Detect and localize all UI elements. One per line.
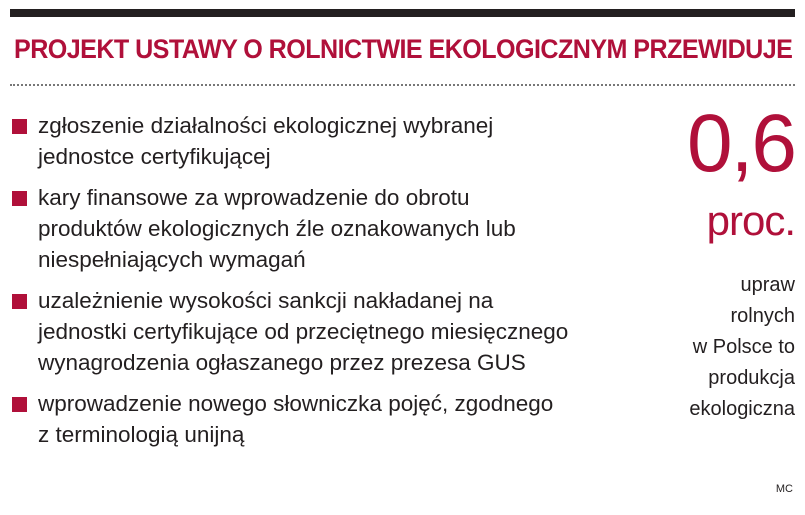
list-item xyxy=(12,388,652,450)
list-item-line: zgłoszenie działalności ekologicznej wybranej xyxy=(38,113,494,138)
stat-caption-line: produkcja xyxy=(708,367,795,389)
provisions-list xyxy=(12,110,652,460)
stat-caption-line: w Polsce to xyxy=(692,336,795,358)
stat-caption-line: rolnych xyxy=(730,305,795,327)
list-item-line: jednostce certyfikującej xyxy=(38,144,271,169)
list-item-line: niespełniających wymagań xyxy=(38,247,306,272)
stat-caption-line: upraw xyxy=(740,274,795,296)
list-item-line: wprowadzenie nowego słowniczka pojęć, zgodnego xyxy=(38,391,554,416)
list-item-line: wynagrodzenia ogłaszanego przez prezesa GUS xyxy=(38,350,526,375)
stat-caption-line: ekologiczna xyxy=(689,398,795,420)
list-item-line: produktów ekologicznych źle oznakowanych lub xyxy=(38,216,516,241)
square-bullet-icon xyxy=(12,191,27,206)
square-bullet-icon xyxy=(12,119,27,134)
stat-caption xyxy=(615,270,795,425)
top-rule-bar xyxy=(10,9,795,17)
list-item xyxy=(12,285,652,378)
list-item-line: jednostki certyfikujące od przeciętnego miesięcznego xyxy=(38,319,569,344)
list-item xyxy=(12,182,652,275)
list-item-line: uzależnienie wysokości sankcji nakładanej na xyxy=(38,288,494,313)
author-credit: MC xyxy=(775,483,793,495)
list-item xyxy=(12,110,652,172)
square-bullet-icon xyxy=(12,294,27,309)
stat-unit: proc. xyxy=(706,197,795,244)
dotted-divider xyxy=(10,84,795,86)
list-item-line: z terminologią unijną xyxy=(38,422,245,447)
stat-value: 0,6 xyxy=(687,98,795,189)
page-title: PROJEKT USTAWY O ROLNICTWIE EKOLOGICZNYM PRZEWIDUJE xyxy=(14,34,793,64)
square-bullet-icon xyxy=(12,397,27,412)
list-item-line: kary finansowe za wprowadzenie do obrotu xyxy=(38,185,470,210)
